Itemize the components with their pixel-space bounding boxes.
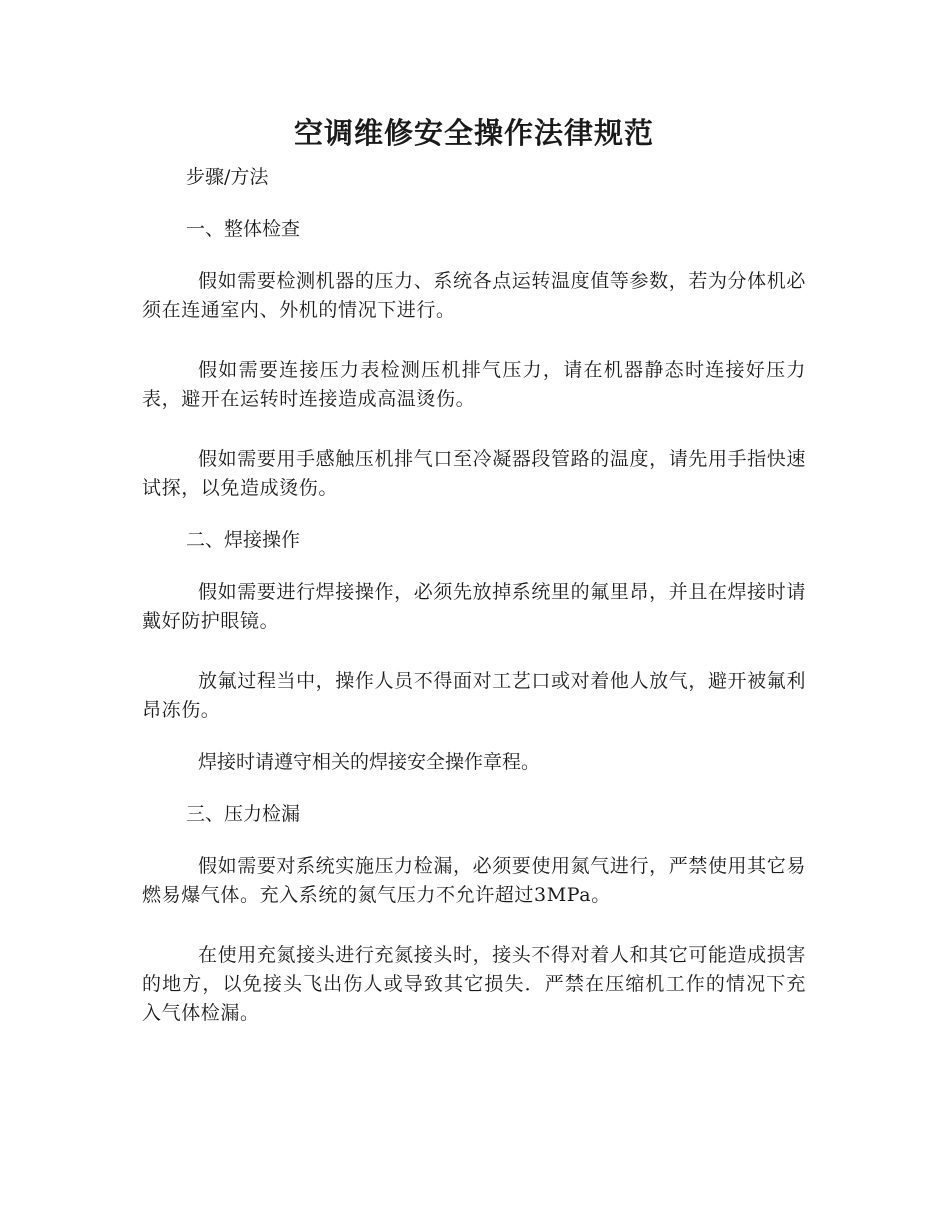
section-2-paragraph-3: 焊接时请遵守相关的焊接安全操作章程。 — [198, 751, 541, 773]
section-1-paragraph-2: 假如需要连接压力表检测压机排气压力，请在机器静态时连接好压力表，避开在运转时连接造成高温烫伤。 — [142, 359, 806, 410]
document-page — [142, 110, 806, 1028]
section-heading-2: 二、焊接操作 — [186, 529, 301, 551]
section-3-paragraph-1: 假如需要对系统实施压力检漏，必须要使用氮气进行，严禁使用其它易燃易爆气体。充入系统的氮气压力不允许超过3MPa。 — [142, 855, 806, 906]
section-1-paragraph-1: 假如需要检测机器的压力、系统各点运转温度值等参数，若为分体机必须在连通室内、外机的情况下进行。 — [142, 270, 806, 321]
section-2-paragraph-1: 假如需要进行焊接操作，必须先放掉系统里的氟里昂，并且在焊接时请戴好防护眼镜。 — [142, 581, 806, 632]
section-3-paragraph-2: 在使用充氮接头进行充氮接头时，接头不得对着人和其它可能造成损害的地方，以免接头飞出伤人或导致其它损失．严禁在压缩机工作的情况下充入气体检漏。 — [142, 944, 806, 1024]
intro-text: 步骤/方法 — [186, 166, 269, 188]
section-heading-3: 三、压力检漏 — [186, 803, 301, 825]
section-heading-1: 一、整体检查 — [186, 218, 301, 240]
document-title: 空调维修安全操作法律规范 — [293, 116, 654, 150]
section-2-paragraph-2: 放氟过程当中，操作人员不得面对工艺口或对着他人放气，避开被氟利昂冻伤。 — [142, 670, 806, 721]
section-1-paragraph-3: 假如需要用手感触压机排气口至冷凝器段管路的温度，请先用手指快速试探，以免造成烫伤。 — [142, 448, 806, 499]
